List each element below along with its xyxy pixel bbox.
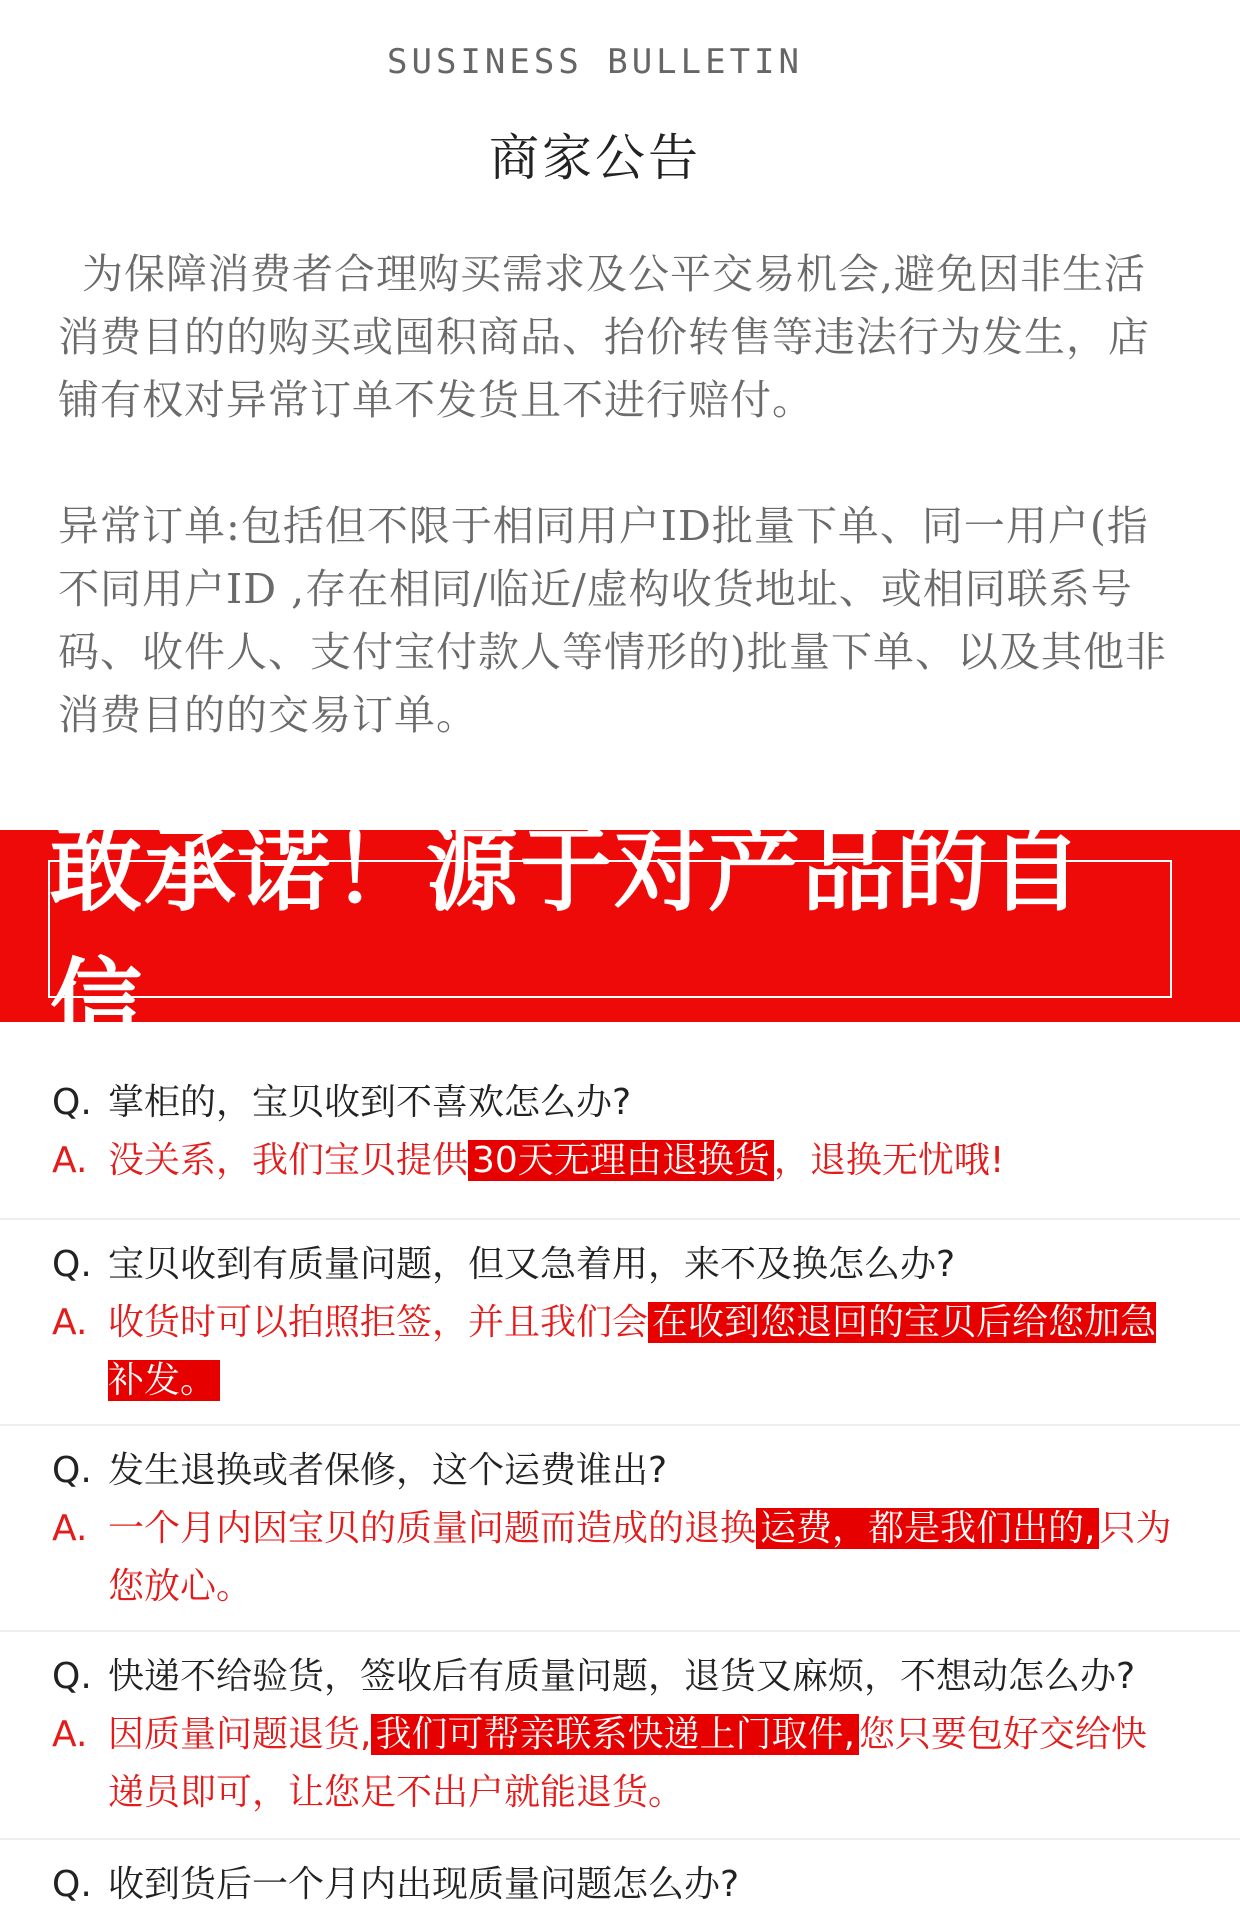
- answer-text: 收货时可以拍照拒签，并且我们会: [108, 1302, 649, 1343]
- banner-frame: [48, 817, 1172, 1056]
- bulletin-title-cn: 商家公告: [489, 129, 701, 187]
- answer-highlight: 我们可帮亲联系快递上门取件,: [371, 1714, 858, 1755]
- faq-answer: [52, 1500, 1172, 1616]
- answer-text: 一个月内因宝贝的质量问题而造成的退换: [108, 1508, 757, 1549]
- q-prefix: Q.: [52, 1450, 92, 1491]
- a-prefix: A.: [52, 1302, 88, 1343]
- answer-text-post: 您只要包好交给快递员即可，让您足不出户就能退货。: [108, 1714, 1147, 1813]
- faq-item: [0, 1840, 1240, 1920]
- faq-item: [0, 1632, 1240, 1840]
- q-prefix: Q.: [52, 1082, 92, 1123]
- question-text: 收到货后一个月内出现质量问题怎么办?: [108, 1864, 740, 1905]
- faq-item: [0, 1426, 1240, 1632]
- faq-question: [52, 1442, 1172, 1500]
- faq-list: [0, 1068, 1240, 1920]
- answer-highlight: 在收到您退回的宝贝后给您加急补发。: [108, 1302, 1157, 1401]
- notice-text-2: 异常订单:包括但不限于相同用户ID批量下单、同一用户(指不同用户ID ,存在相同/临近/虚构收货地址、或相同联系号码、收件人、支付宝付款人等情形的)批量下单、以及其他非消费目的的交易订单。: [58, 502, 1167, 739]
- promise-banner: [0, 817, 1240, 1056]
- faq-answer: [52, 1294, 1172, 1410]
- banner-title: 敢承诺！源于对产品的自信: [50, 817, 1085, 1056]
- answer-highlight: 运费，都是我们出的,: [756, 1508, 1099, 1549]
- answer-text-post: 只为您放心。: [108, 1508, 1172, 1607]
- notice-paragraph-2: [58, 495, 1188, 747]
- faq-question: [52, 1236, 1172, 1294]
- answer-text: 没关系，我们宝贝提供: [108, 1140, 469, 1181]
- faq-item: [0, 1074, 1240, 1220]
- answer-text: 因质量问题退货,: [108, 1714, 372, 1755]
- notice-paragraph-1: [58, 243, 1188, 432]
- question-text: 宝贝收到有质量问题，但又急着用，来不及换怎么办?: [108, 1244, 956, 1285]
- q-prefix: Q.: [52, 1656, 92, 1697]
- a-prefix: A.: [52, 1140, 88, 1181]
- q-prefix: Q.: [52, 1244, 92, 1285]
- answer-highlight: 30天无理由退换货: [468, 1140, 774, 1181]
- question-text: 快递不给验货，签收后有质量问题，退货又麻烦，不想动怎么办?: [108, 1656, 1136, 1697]
- faq-answer: [52, 1132, 1172, 1190]
- faq-question: [52, 1074, 1172, 1132]
- a-prefix: A.: [52, 1508, 88, 1549]
- a-prefix: A.: [52, 1714, 88, 1755]
- question-text: 发生退换或者保修，这个运费谁出?: [108, 1450, 668, 1491]
- notice-text-1: 为保障消费者合理购买需求及公平交易机会,避免因非生活消费目的的购买或囤积商品、抬价转售等违法行为发生，店铺有权对异常订单不发货且不进行赔付。: [58, 250, 1150, 424]
- question-text: 掌柜的，宝贝收到不喜欢怎么办?: [108, 1082, 632, 1123]
- faq-question: [52, 1648, 1172, 1706]
- q-prefix: Q.: [52, 1864, 92, 1905]
- faq-item: [0, 1220, 1240, 1426]
- bulletin-title-en: SUSINESS BULLETIN: [387, 42, 803, 82]
- faq-question: [52, 1856, 1172, 1914]
- faq-answer: [52, 1706, 1172, 1822]
- answer-text-post: ，退换无忧哦!: [773, 1140, 1005, 1181]
